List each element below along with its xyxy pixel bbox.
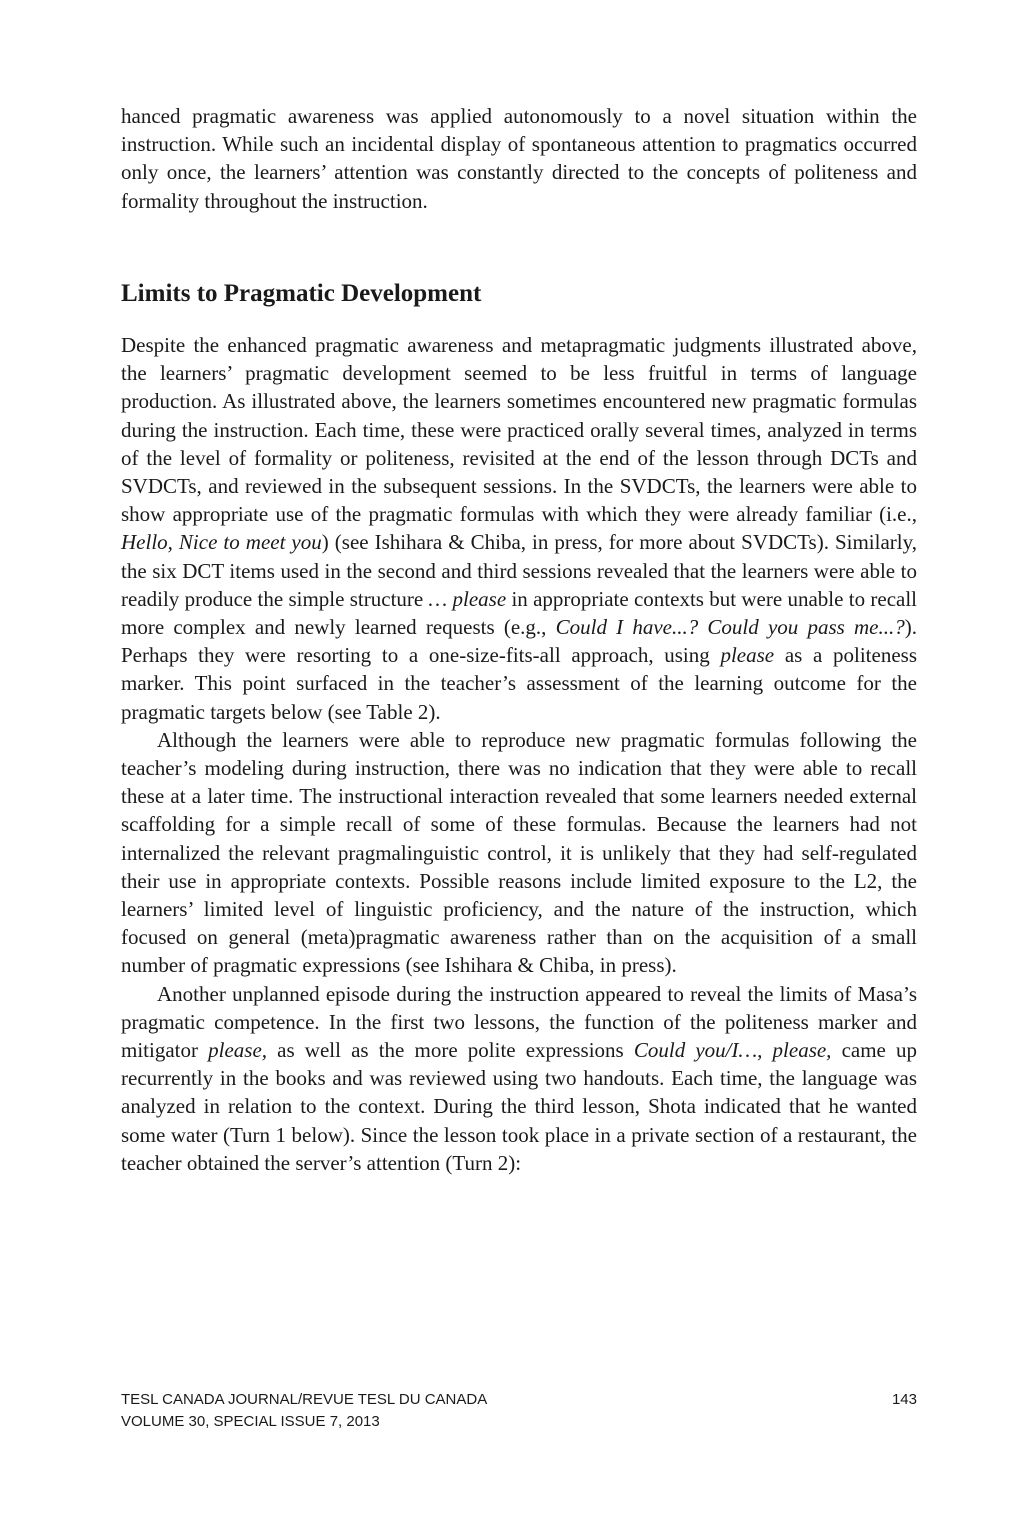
intro-paragraph: hanced pragmatic awareness was applied autonomously to a novel situation within the instruction. While such an incidental display of spontaneous attention to pragmatics occurred only once, the learners’ attention was constantly directed to the concepts of politeness and formality throughout the instruction. xyxy=(121,104,917,213)
paragraph-3 xyxy=(121,980,917,1177)
paragraph-3-text-b: as well as the more polite expressions xyxy=(267,1038,634,1063)
paragraph-3-italic-2: Could you/I…, please, xyxy=(633,1038,832,1063)
paragraph-3-text-c: came up recurrently in the books and was reviewed using two handouts. Each time, the language was analyzed in relation to the context. During the third lesson, Shota indicated that he wanted some water (Turn 1 below). Since the lesson took place in a private section of a restaurant, the teacher obtained the server’s attention (Turn 2): xyxy=(121,1038,917,1175)
page-number: 143 xyxy=(891,1391,917,1408)
paragraph-2: Although the learners were able to reproduce new pragmatic formulas following the teacher’s modeling during instruction, there was no indication that they were able to recall these at a later time. The instructional interaction revealed that some learners needed external scaffolding for a simple recall of some of these formulas. Because the learners had not internalized the relevant pragmalinguistic control, it is unlikely that they had self-regulated their use in appropriate contexts. Possible reasons include limited exposure to the L2, the learners’ limited level of linguistic proficiency, and the nature of the instruction, which focused on general (meta)pragmatic awareness rather than on the acquisition of a small number of pragmatic expressions (see Ishihara & Chiba, in press). xyxy=(121,727,917,978)
paragraph-1-text-b: ) (see Ishihara & Chiba, in press, for more about SVDCTs). Similarly, the six DCT items used in the second and third sessions revealed that the learners were able to readily produce the simple structure xyxy=(121,530,918,611)
paragraph-1-text-c: in appropriate contexts but were unable to recall more complex and newly learned requests (e.g., xyxy=(121,586,918,640)
paragraph-1-text-e: as a politeness marker. This point surfaced in the teacher’s assessment of the learning outcome for the pragmatic targets below (see Table 2). xyxy=(121,643,918,724)
section-body xyxy=(121,331,917,1177)
paragraph-1-text-d: ). Perhaps they were resorting to a one-size-fits-all approach, using xyxy=(121,615,917,668)
paragraph-1-text-a: Despite the enhanced pragmatic awareness and metapragmatic judgments illustrated above, the learners’ pragmatic development seemed to be less fruitful in terms of language production. As illustrated above, the learners sometimes encountered new pragmatic formulas during the instruction. Each time, these were practiced orally several times, analyzed in terms of the level of formality or politeness, revisited at the end of the lesson through DCTs and SVDCTs, and reviewed in the subsequent sessions. In the SVDCTs, the learners were able to show appropriate use of the pragmatic formulas with which they were already familiar (i.e., xyxy=(121,333,917,527)
paragraph-1-italic-1: Hello, Nice to meet you xyxy=(121,530,322,555)
paragraph-1-italic-2: … please xyxy=(428,586,507,611)
paragraph-3-italic-1: please, xyxy=(208,1038,268,1063)
paragraph-1 xyxy=(121,331,917,726)
journal-name: TESL CANADA JOURNAL/REVUE TESL DU CANADA xyxy=(121,1391,488,1408)
section-heading: Limits to Pragmatic Development xyxy=(121,280,482,307)
footer-volume: VOLUME 30, SPECIAL ISSUE 7, 2013 xyxy=(121,1413,380,1430)
paragraph-1-italic-3: Could I have...? Could you pass me...? xyxy=(555,615,905,640)
footer-line-1 xyxy=(121,1390,917,1410)
paragraph-1-italic-4: please xyxy=(720,643,775,668)
paragraph-3-text-a: Another unplanned episode during the instruction appeared to reveal the limits of Masa’s pragmatic competence. In the first two lessons, the function of the politeness marker and mitigator xyxy=(121,981,917,1063)
